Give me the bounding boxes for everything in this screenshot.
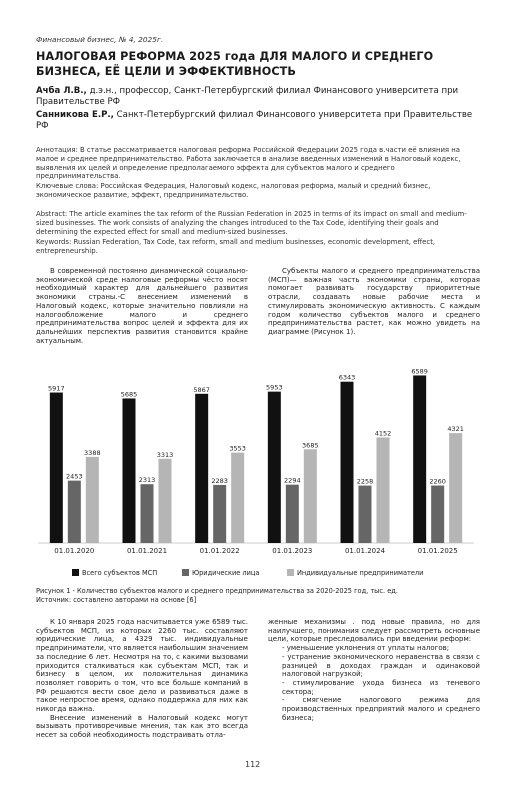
x-tick-label-1: 01.01.2020 — [54, 547, 95, 555]
data-label-3-1: 3388 — [84, 448, 101, 457]
intro-right-column — [268, 267, 480, 337]
body-right-intro: женные механизмы . под новые правила, но для наилучшего, понимания следует рассмотреть основные цели, которые преследовались при введении реформ: — [268, 618, 480, 644]
x-tick-label-5: 01.01.2024 — [344, 547, 386, 555]
author-1 — [36, 86, 476, 108]
data-label-3-2: 3313 — [156, 450, 174, 459]
data-label-3-6: 4321 — [447, 425, 464, 434]
x-tick-label-3: 01.01.2022 — [199, 547, 240, 555]
data-label-3-5: 4152 — [374, 429, 392, 438]
bar-2-3 — [213, 485, 226, 543]
data-label-2-4: 2294 — [284, 476, 301, 485]
bar-1-4 — [268, 392, 281, 543]
reform-goal-2: - устранение экономического неравенства в связи с разницей в доходах граждан и одинаковой налоговой нагрузкой; — [282, 652, 480, 679]
bar-1-3 — [195, 394, 208, 543]
figure-caption-source: Источник: составлено авторами на основе [6] — [36, 596, 197, 604]
bar-3-5 — [377, 437, 390, 543]
body-left-paragraph-2: Внесение изменений в Налоговый кодекс могут вызывать противоречивые мнения, так как это всегда несет за собой необходимость подстраивать отла- — [36, 713, 248, 740]
reform-goal-3: - стимулирование ухода бизнеса из теневого сектора; — [282, 678, 480, 696]
bar-3-3 — [231, 453, 244, 543]
x-tick-label-4: 01.01.2023 — [272, 547, 313, 555]
author-2-name: Санникова Е.Р., — [36, 110, 114, 120]
x-tick-label-6: 01.01.2025 — [417, 547, 458, 555]
bar-1-2 — [123, 398, 136, 543]
data-label-2-3: 2283 — [211, 476, 228, 485]
body-right-column — [268, 618, 480, 722]
bar-2-4 — [286, 485, 299, 543]
figure-caption — [36, 587, 481, 605]
author-1-name: Ачба Л.В., — [36, 86, 87, 96]
bar-2-5 — [359, 486, 372, 543]
data-label-2-5: 2258 — [356, 477, 374, 486]
intro-left-column — [36, 267, 248, 345]
data-label-1-3: 5867 — [193, 385, 210, 394]
legend-label-2: Юридические лица — [192, 569, 260, 577]
data-label-1-4: 5953 — [266, 383, 283, 392]
bar-1-6 — [413, 375, 426, 543]
msp-bar-chart — [32, 353, 480, 588]
legend-label-1: Всего субъектов МСП — [82, 569, 158, 577]
article-title: НАЛОГОВАЯ РЕФОРМА 2025 года ДЛЯ МАЛОГО И СРЕДНЕГО БИЗНЕСА, ЕЁ ЦЕЛИ И ЭФФЕКТИВНОСТЬ — [36, 50, 434, 78]
keywords-ru: Ключевые слова: Российская Федерация, Налоговый кодекс, налоговая реформа, малый и средний бизнес, экономическое развитие, эффект, предпринимательство. — [36, 182, 431, 199]
abstract-en: Abstract: The article examines the tax reform of the Russian Federation in 2025 in terms of its impact on small and medium-sized businesses. The work consists of analyzing the changes introduced to the Tax Code, identifying their goals and determining the expected effect for small and medium-sized businesses. — [36, 210, 467, 236]
legend-swatch-3 — [287, 569, 294, 576]
x-tick-label-2: 01.01.2021 — [126, 547, 168, 555]
legend-label-3: Индивидуальные предприниматели — [297, 569, 424, 577]
data-label-1-2: 5685 — [120, 390, 138, 399]
bar-3-1 — [86, 457, 99, 543]
bar-3-6 — [449, 433, 462, 543]
intro-right-paragraph: Субъекты малого и среднего предпринимательства (МСП)— важная часть экономики страны, которая помогает развивать государству приоритетные отрасли, создавать новые рабочие места и стимулировать экономическую активность. С каждым годом количество субъектов малого и среднего предпринимательства растет, как можно увидеть на диаграмме (Рисунок 1). — [268, 267, 480, 336]
body-left-column — [36, 618, 248, 740]
data-label-1-5: 6343 — [338, 373, 356, 382]
author-2 — [36, 110, 476, 132]
data-label-1-1: 5917 — [48, 384, 65, 393]
bar-2-2 — [141, 484, 154, 543]
reform-goal-1: - уменьшение уклонения от уплаты налогов; — [282, 644, 450, 653]
author-2-affiliation: Санкт-Петербургский филиал Финансового университета при Правительстве РФ — [36, 110, 473, 131]
body-left-paragraph-1: К 10 января 2025 года насчитывается уже 6589 тыс. субъектов МСП, из которых 2260 тыс. составляют юридические лица, а 4329 тыс. индивидуальные предприниматели, что является наибольшим значением за последние 6 лет. Несмотря на то, с какими вызовами приходится сталкиваться как субъектам МСП, так и бизнесу в целом, их положительная динамика позволяет говорить о том, что все больше компаний в РФ решаются вести свое дело и развиваться даже в такое непростое время, однако поддержка для них как никогда важна. — [36, 618, 248, 714]
data-label-2-6: 2260 — [429, 477, 446, 486]
data-label-1-6: 6589 — [411, 367, 428, 376]
figure-caption-title: Рисунок 1 - Количество субъектов малого и среднего предпринимательства за 2020-2025 год, тыс. ед. — [36, 587, 398, 595]
reform-goal-4: - смягчение налогового режима для производственных предприятий малого и среднего бизнеса; — [282, 696, 480, 722]
author-1-affiliation: д.э.н., профессор, Санкт-Петербургский филиал Финансового университета при Правительстве РФ — [36, 86, 459, 107]
legend-swatch-1 — [72, 569, 79, 576]
bar-3-4 — [304, 449, 317, 543]
bar-2-6 — [431, 486, 444, 543]
data-label-3-4: 3685 — [302, 441, 319, 450]
data-label-2-2: 2313 — [138, 476, 156, 485]
data-label-3-3: 3553 — [229, 444, 246, 453]
keywords-en: Keywords: Russian Federation, Tax Code, tax reform, small and medium businesses, economic development, effect, entrepreneurship. — [36, 238, 436, 255]
bar-2-1 — [68, 481, 81, 543]
bar-1-1 — [50, 393, 63, 543]
page-number: 112 — [245, 760, 261, 769]
bar-3-2 — [159, 459, 172, 543]
bar-1-5 — [341, 382, 354, 543]
annotation-ru: Аннотация: В статье рассматривается налоговая реформа Российской Федерации 2025 года в.части её влияния на малое и среднее предпринимательство. Работа заключается в анализе введенных изменений в Налоговый кодекс, выявления их целей и определение предполагаемого эффекта для субъектов малого и среднего предпринимательства. — [36, 146, 461, 181]
intro-left-paragraph: В современной постоянно динамической социально-экономической среде налоговые реформы чёсто носят необходимый характер для дальнейшего развития экономики страны.-С внесением изменений в Налоговый кодекс, которые значительно повлияли на налогообложение малого и среднего предпринимательства вопрос целей и эффекта для их дальнейших перспектив развития становится крайне актуальным. — [36, 267, 248, 345]
legend-swatch-2 — [182, 569, 189, 576]
journal-header: Финансовый бизнес, № 4, 2025г. — [36, 35, 164, 44]
data-label-2-1: 2453 — [66, 472, 83, 481]
